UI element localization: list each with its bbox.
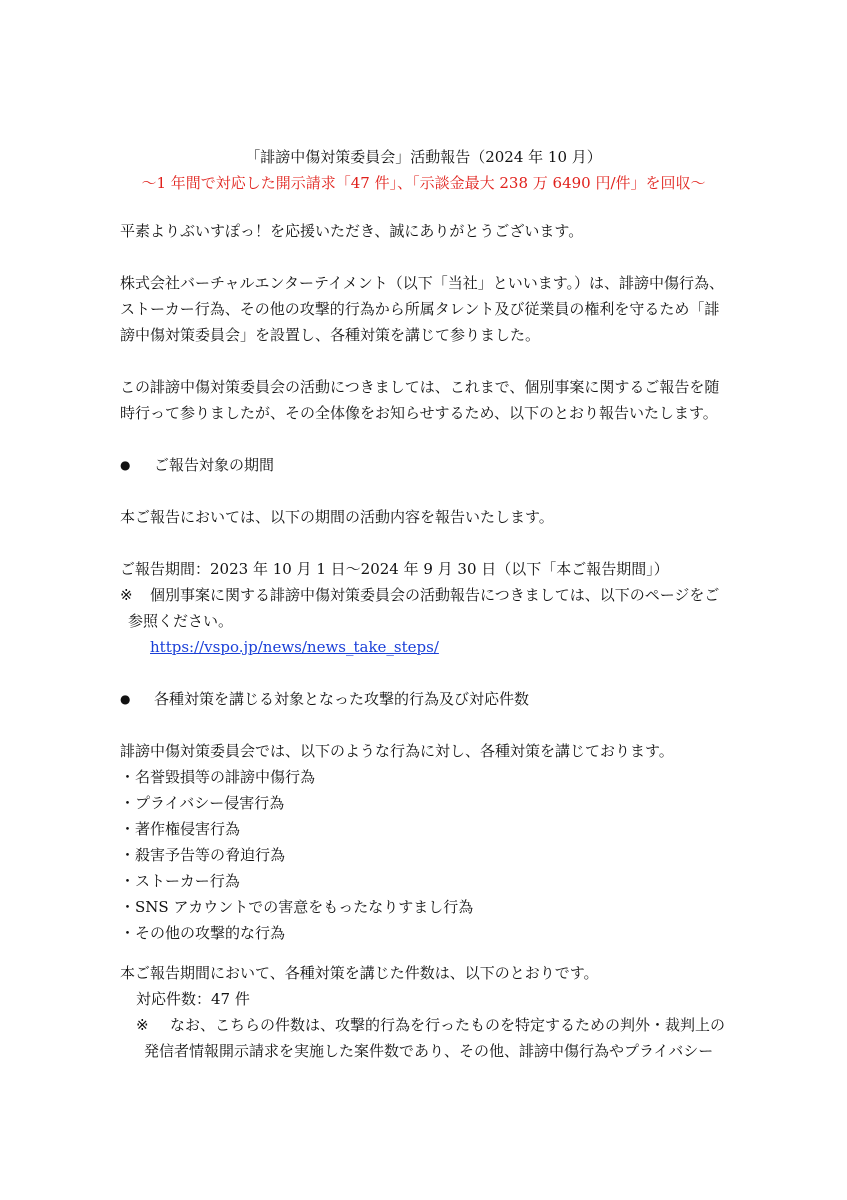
list-item: ・SNS アカウントでの害意をもったなりすまし行為	[120, 898, 474, 916]
bullet-icon: ●	[120, 458, 131, 472]
list-item: ・その他の攻撃的な行為	[120, 924, 286, 942]
bullet-icon: ●	[120, 692, 131, 706]
section-heading: ご報告対象の期間	[154, 456, 275, 474]
list-item: ・名誉毀損等の誹謗中傷行為	[120, 768, 316, 786]
note-mark: ※	[136, 1016, 149, 1034]
paragraph-line: この誹謗中傷対策委員会の活動につきましては、これまで、個別事案に関するご報告を随	[120, 378, 720, 396]
section-period-body	[120, 556, 740, 660]
paragraph-line: 誹謗中傷対策委員会では、以下のような行為に対し、各種対策を講じております。	[120, 742, 674, 760]
acts-list	[120, 738, 740, 946]
section-period-heading	[120, 452, 740, 478]
list-item: ・著作権侵害行為	[120, 820, 241, 838]
report-period: ご報告期間：2023 年 10 月 1 日〜2024 年 9 月 30 日（以下「本ご報告期間」）	[120, 560, 669, 578]
list-item: ・殺害予告等の脅迫行為	[120, 846, 286, 864]
paragraph-line: 本ご報告においては、以下の期間の活動内容を報告いたします。	[120, 508, 554, 526]
paragraph-line: 時行って参りましたが、その全体像をお知らせするため、以下のとおり報告いたします。	[120, 404, 718, 422]
response-count: 対応件数：47 件	[136, 990, 250, 1008]
section-heading: 各種対策を講じる対象となった攻撃的行為及び対応件数	[154, 690, 530, 708]
greeting-paragraph	[120, 218, 740, 244]
greeting-line: 平素よりぶいすぽっ！を応援いただき、誠にありがとうございます。	[120, 222, 584, 240]
paragraph-line: 謗中傷対策委員会」を設置し、各種対策を講じて参りました。	[120, 326, 541, 344]
list-item: ・プライバシー侵害行為	[120, 794, 285, 812]
section-acts-heading	[120, 686, 740, 712]
intro-paragraph-2	[120, 374, 740, 426]
paragraph-line: ストーカー行為、その他の攻撃的行為から所属タレント及び従業員の権利を守るため「誹	[120, 300, 720, 318]
note-line: 参照ください。	[128, 612, 234, 630]
document-subtitle: 〜1 年間で対応した開示請求「47 件」、「示談金最大 238 万 6490 円/件」を回収〜	[141, 174, 706, 192]
note-line: 個別事案に関する誹謗中傷対策委員会の活動報告につきましては、以下のページをご	[150, 586, 720, 604]
note-mark: ※	[120, 586, 133, 604]
news-link[interactable]: https://vspo.jp/news/news_take_steps/	[150, 638, 439, 656]
count-section	[120, 960, 740, 1064]
section-period-intro	[120, 504, 740, 530]
paragraph-line: 本ご報告期間において、各種対策を講じた件数は、以下のとおりです。	[120, 964, 599, 982]
intro-paragraph-1	[120, 270, 740, 348]
paragraph-line: 株式会社バーチャルエンターテイメント（以下「当社」といいます。）は、誹謗中傷行為、	[120, 274, 725, 292]
note-line: 発信者情報開示請求を実施した案件数であり、その他、誹謗中傷行為やプライバシー	[144, 1042, 714, 1060]
list-item: ・ストーカー行為	[120, 872, 240, 890]
document-title: 「誹謗中傷対策委員会」活動報告（2024 年 10 月）	[245, 148, 602, 166]
note-line: なお、こちらの件数は、攻撃的行為を行ったものを特定するための判外・裁判上の	[170, 1016, 726, 1034]
